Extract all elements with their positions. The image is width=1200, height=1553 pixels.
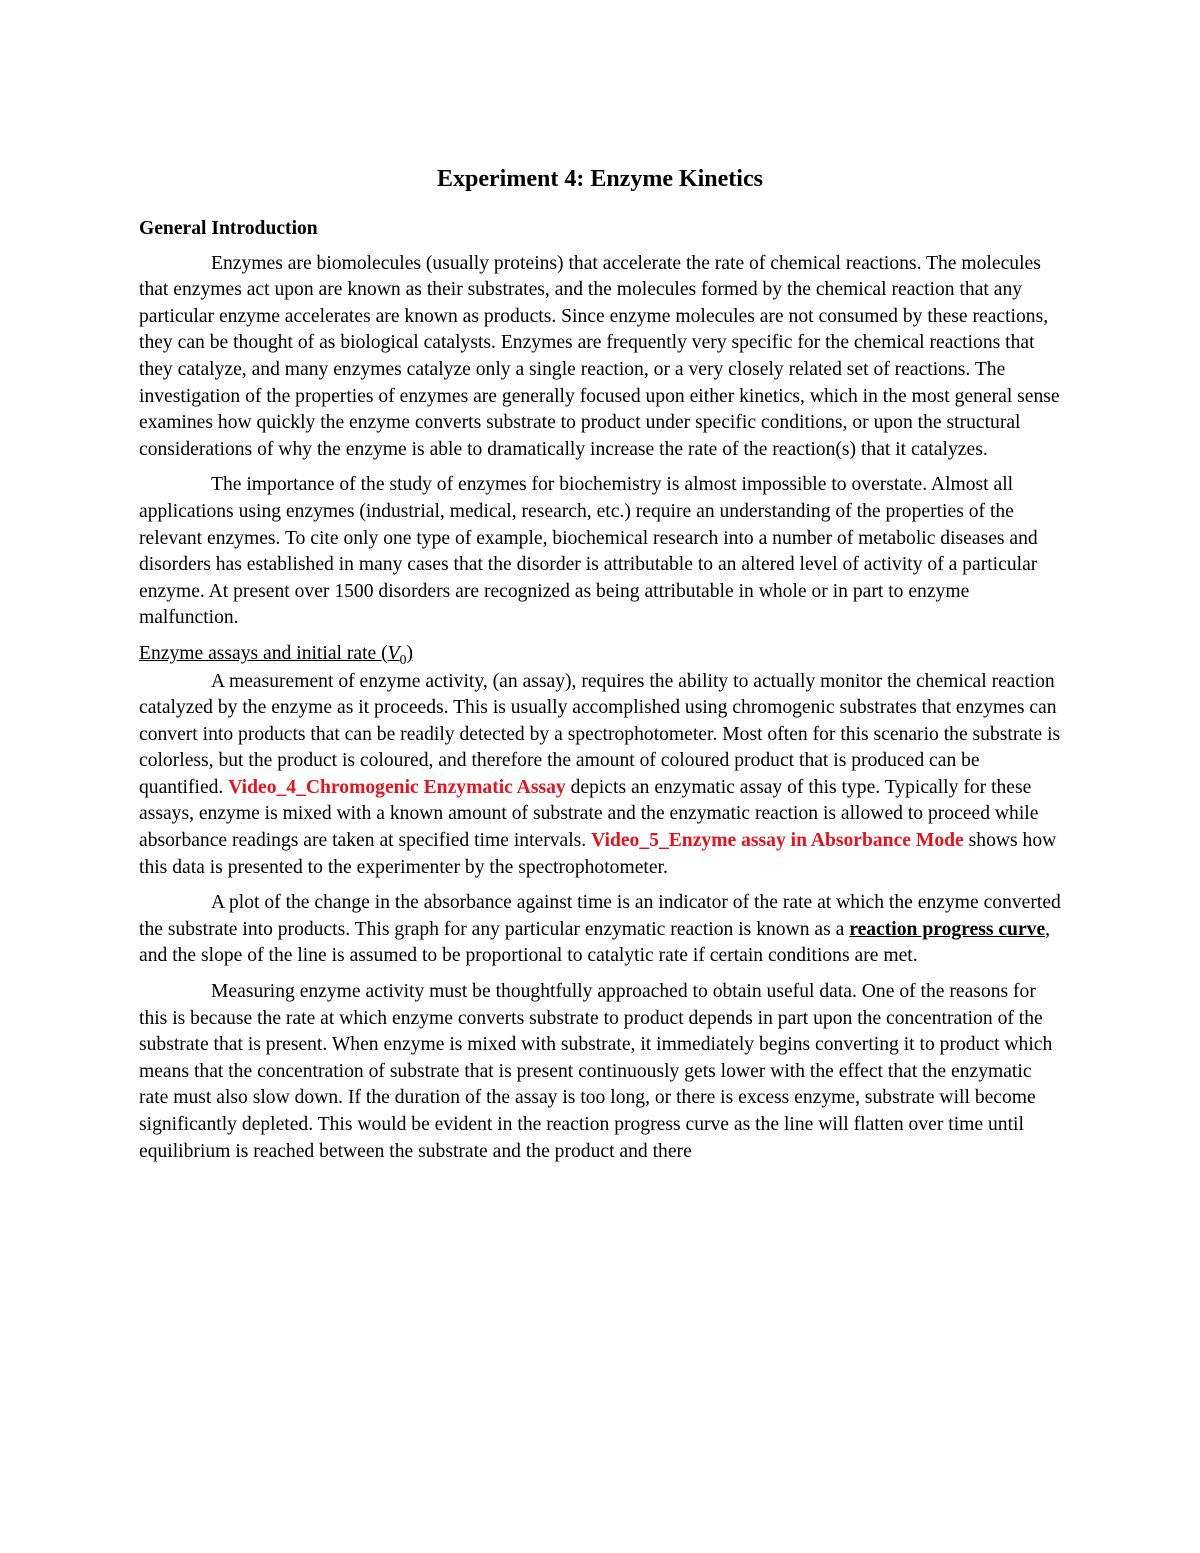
video-5-link[interactable]: Video_5_Enzyme assay in Absorbance Mode xyxy=(591,830,964,852)
reaction-progress-curve-term: reaction progress curve xyxy=(849,918,1046,940)
section-heading: General Introduction xyxy=(139,218,318,239)
assay-paragraph xyxy=(139,669,1061,882)
assay-text-3: shows how this data is presented to the experimenter by the spectrophotometer. xyxy=(139,830,1057,878)
progress-text-2: , and the slope of the line is assumed to be proportional to catalytic rate if certain conditions are met. xyxy=(139,918,1051,967)
assay-text-2: depicts an enzymatic assay of this type. Typically for these assays, enzyme is mixed with a known amount of substrate and the enzymatic reaction is allowed to proceed while absorbance readings are taken at specified time intervals. xyxy=(139,776,1039,852)
document-title: Experiment 4: Enzyme Kinetics xyxy=(437,166,763,192)
document-page xyxy=(139,164,1061,1165)
intro-paragraph-2: The importance of the study of enzymes for biochemistry is almost impossible to overstate. Almost all applications using enzymes (industrial, medical, research, etc.) require an understanding of the properties of the relevant enzymes. To cite only one type of example, biochemical research into a number of metabolic diseases and disorders has established in many cases that the disorder is attributable to an altered level of activity of a particular enzyme. At present over 1500 disorders are recognized as being attributable in whole or in part to enzyme malfunction. xyxy=(139,474,1038,629)
progress-curve-paragraph xyxy=(139,890,1061,970)
video-4-link[interactable]: Video_4_Chromogenic Enzymatic Assay xyxy=(228,776,566,798)
subsection-heading xyxy=(139,641,1061,668)
subsection-text: Enzyme assays and initial rate ( xyxy=(139,642,388,664)
subsection-text-end: ) xyxy=(406,642,414,664)
progress-text-1: A plot of the change in the absorbance against time is an indicator of the rate at which the enzyme converted the substrate into products. This graph for any particular enzymatic reaction is known as a xyxy=(139,892,1061,940)
subsection-variable: V xyxy=(387,642,400,664)
intro-paragraph-1: Enzymes are biomolecules (usually proteins) that accelerate the rate of chemical reactions. The molecules that enzymes act upon are known as their substrates, and the molecules formed by the chemical reaction that any particular enzyme accelerates are known as products. Since enzyme molecules are not consumed by these reactions, they can be thought of as biological catalysts. Enzymes are frequently very specific for the chemical reactions that they catalyze, and many enzymes catalyze only a single reaction, or a very closely related set of reactions. The investigation of the properties of enzymes are generally focused upon either kinetics, which in the most general sense examines how quickly the enzyme converts substrate to product under specific conditions, or upon the structural considerations of why the enzyme is able to dramatically increase the rate of the reaction(s) that it catalyzes. xyxy=(139,252,1060,460)
subsection-subscript: 0 xyxy=(399,651,407,667)
measuring-paragraph: Measuring enzyme activity must be thoughtfully approached to obtain useful data. One of the reasons for this is because the rate at which enzyme converts substrate to product depends in part upon the concentration of the substrate that is present. When enzyme is mixed with substrate, it immediately begins converting it to product which means that the concentration of substrate that is present continuously gets lower with the effect that the enzymatic rate must also slow down. If the duration of the assay is too long, or there is excess enzyme, substrate will become significantly depleted. This would be evident in the reaction progress curve as the line will flatten over time until equilibrium is reached between the substrate and the product and there xyxy=(139,981,1053,1162)
assay-text-1: A measurement of enzyme activity, (an assay), requires the ability to actually monitor the chemical reaction catalyzed by the enzyme as it proceeds. This is usually accomplished using chromogenic substrates that enzymes can convert into products that can be readily detected by a spectrophotometer. Most often for this scenario the substrate is colorless, but the product is coloured, and therefore the amount of coloured product that is produced can be quantified. xyxy=(139,670,1061,798)
